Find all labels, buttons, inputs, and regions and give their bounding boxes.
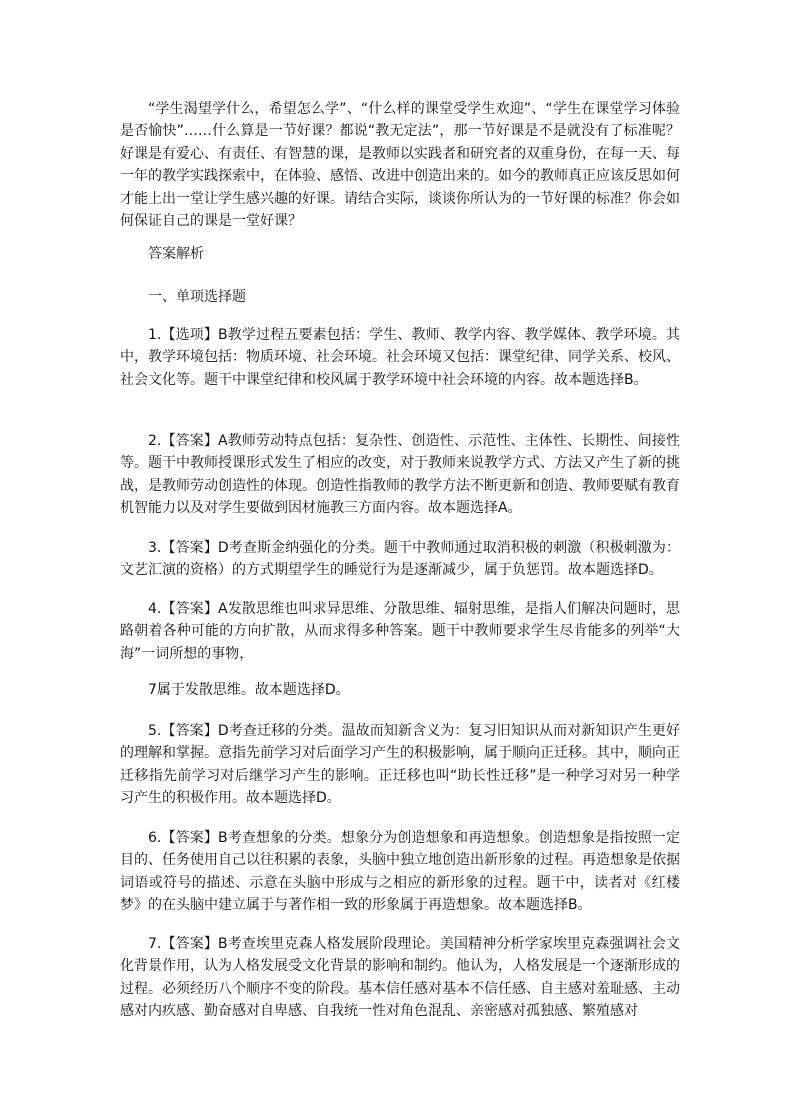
intro-paragraph: “学生渴望学什么，希望怎么学”、“什么样的课堂受学生欢迎”、“学生在课堂学习体验是否愉快”……什么算是一节好课？都说“教无定法”，那一节好课是不是就没有了标准呢？好课是有爱心、有责任、有智慧的课，是教师以实践者和研究者的双重身份，在每一天、每一年的教学实践探索中，在体验、感悟、改进中创造出来的。如今的教师真正应该反思如何才能上出一堂让学生感兴趣的好课。请结合实际，谈谈你所认为的一节好课的标准？你会如何保证自己的课是一堂好课？ — [120, 101, 680, 230]
answer-item-7: 7.【答案】B考查埃里克森人格发展阶段理论。美国精神分析学家埃里克森强调社会文化背景作用，认为人格发展受文化背景的影响和制约。他认为，人格发展是一个逐渐形成的过程。必须经历八个顺序不变的阶段。基本信任感对基本不信任感、自主感对羞耻感、主动感对内疚感、勤奋感对自卑感、自我统一性对角色混乱、亲密感对孤独感、繁殖感对 — [120, 936, 680, 1020]
answer-item-3: 3.【答案】D考查斯金纳强化的分类。题干中教师通过取消积极的刺激（积极刺激为：文艺汇演的资格）的方式期望学生的睡觉行为是逐渐减少，属于负惩罚。故本题选择D。 — [120, 540, 680, 579]
answer-item-2: 2.【答案】A教师劳动特点包括：复杂性、创造性、示范性、主体性、长期性、间接性等。题干中教师授课形式发生了相应的改变，对于教师来说教学方式、方法又产生了新的挑战，是教师劳动创造性的体现。创造性指教师的教学方法不断更新和创造、教师要赋有教育机智能力以及对学生要做到因材施教三方面内容。故本题选择A。 — [120, 433, 680, 517]
answer-item-6: 6.【答案】B考查想象的分类。想象分为创造想象和再造想象。创造想象是指按照一定目的、任务使用自己以往积累的表象，头脑中独立地创造出新形象的过程。再造想象是依据词语或符号的描述、示意在头脑中形成与之相应的新形象的过程。题干中，读者对《红楼梦》的在头脑中建立属于与著作相一致的形象属于再造想象。故本题选择B。 — [120, 830, 680, 914]
answer-heading: 答案解析 — [148, 246, 204, 262]
answer-item-4: 4.【答案】A发散思维也叫求异思维、分散思维、辐射思维，是指人们解决问题时，思路朝着各种可能的方向扩散，从而求得多种答案。题干中教师要求学生尽肯能多的列举“大海”一词所想的事物， — [120, 601, 680, 662]
answer-item-5: 5.【答案】D考查迁移的分类。温故而知新含义为：复习旧知识从而对新知识产生更好的理解和掌握。意指先前学习对后面学习产生的积极影响，属于顺向正迁移。其中，顺向正迁移指先前学习对后继学习产生的影响。正迁移也叫“助长性迁移”是一种学习对另一种学习产生的积极作用。故本题选择D。 — [120, 723, 680, 807]
section-heading: 一、单项选择题 — [148, 289, 246, 305]
answer-item-4-continued: 7属于发散思维。故本题选择D。 — [148, 682, 350, 698]
answer-item-1: 1.【选项】B教学过程五要素包括：学生、教师、教学内容、教学媒体、教学环境。其中，教学环境包括：物质环境、社会环境。社会环境又包括：课堂纪律、同学关系、校风、社会文化等。题干中课堂纪律和校风属于教学环境中社会环境的内容。故本题选择B。 — [120, 327, 680, 388]
